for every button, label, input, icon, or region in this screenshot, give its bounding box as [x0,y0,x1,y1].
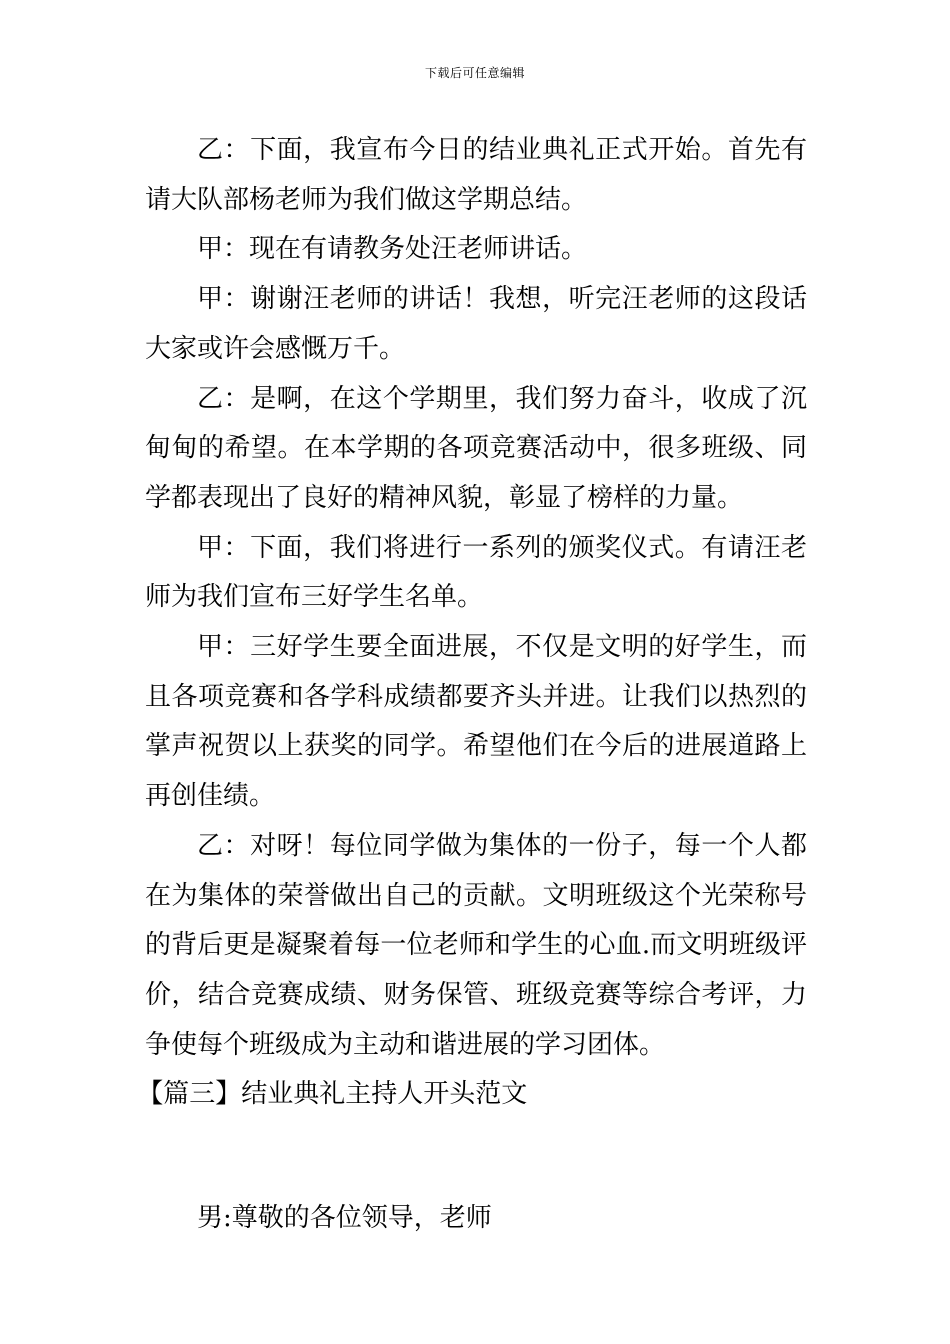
closing-paragraph: 男:尊敬的各位领导，老师 [197,1202,492,1233]
page-header: 下载后可任意编辑 [424,66,525,80]
paragraph-7: 乙：对呀！每位同学做为集体的一份子，每一个人都在为集体的荣誉做出自己的贡献。文明班级这个光荣称号的背后更是凝聚着每一位老师和学生的心血.而文明班级评价，结合竞赛成绩、财务保管、班级竞赛等综合考评，力争使每个班级成为主动和谐进展的学习团体。 [145,830,807,1060]
paragraph-1: 乙：下面，我宣布今日的结业典礼正式开始。首先有请大队部杨老师为我们做这学期总结。 [145,135,807,215]
section-heading: 【篇三】结业典礼主持人开头范文 [137,1079,528,1110]
paragraph-6: 甲：三好学生要全面进展，不仅是文明的好学生，而且各项竞赛和各学科成绩都要齐头并进。让我们以热烈的掌声祝贺以上获奖的同学。希望他们在今后的进展道路上再创佳绩。 [145,632,807,812]
paragraph-3: 甲：谢谢汪老师的讲话！我想，听完汪老师的这段话大家或许会感慨万千。 [145,284,807,364]
paragraph-5: 甲：下面，我们将进行一系列的颁奖仪式。有请汪老师为我们宣布三好学生名单。 [145,532,807,613]
paragraph-4: 乙：是啊，在这个学期里，我们努力奋斗，收成了沉甸甸的希望。在本学期的各项竞赛活动中，很多班级、同学都表现出了良好的精神风貌，彰显了榜样的力量。 [145,383,807,513]
blank-line [145,1120,807,1170]
paragraph-2: 甲：现在有请教务处汪老师讲话。 [197,234,588,265]
document-body [137,126,807,1243]
